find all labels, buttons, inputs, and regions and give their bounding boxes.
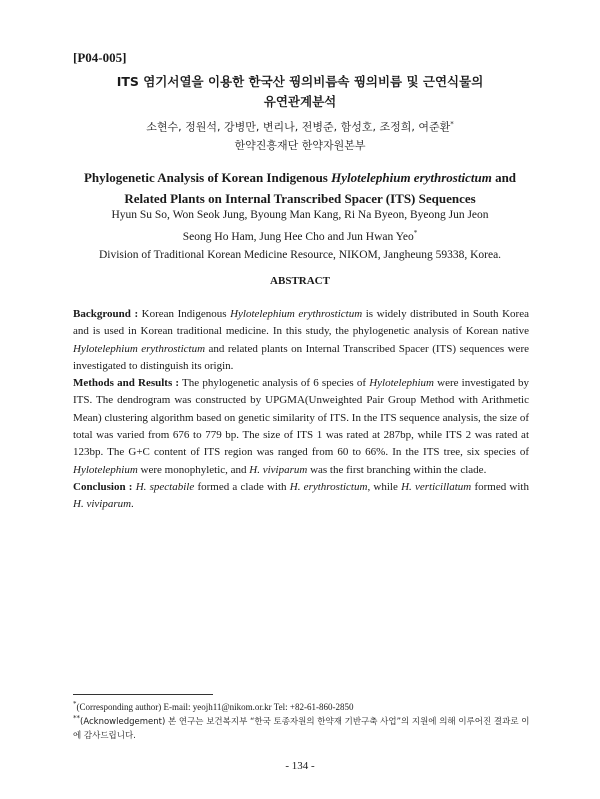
species-name: Hylotelephium erythrostictum (73, 342, 206, 355)
korean-title (60, 72, 540, 112)
methods-text: The phylogenetic analysis of 6 species of (179, 377, 370, 390)
korean-title-line2: 유연관계분석 (263, 94, 337, 109)
english-title-line2: Related Plants on Internal Transcribed Spacer (ITS) Sequences (124, 191, 476, 206)
species-name: H. spectabile (135, 480, 195, 493)
methods-label: Methods and Results : (73, 377, 180, 390)
english-title-and: and (491, 170, 517, 185)
conclusion-label: Conclusion : (73, 480, 133, 493)
footnote-mark: ** (73, 714, 80, 722)
methods-text: were monophyletic, and (137, 463, 250, 476)
abstract-conclusion (73, 479, 529, 514)
english-affiliation: Division of Traditional Korean Medicine Resource, NIKOM, Jangheung 59338, Korea. (98, 248, 502, 261)
korean-authors-mark: * (450, 120, 454, 128)
english-authors-block (60, 206, 540, 264)
footnote-text: (Corresponding author) E-mail: yeojh11@nikom.or.kr Tel: +82-61-860-2850 (76, 702, 354, 712)
footnote-text: (Acknowledgement) 본 연구는 보건복지부 “한국 토종자원의 한약재 기반구축 사업”의 지원에 의해 이루어진 결과로 이에 감사드립니다. (73, 716, 530, 741)
english-authors-mark: * (413, 229, 418, 237)
korean-authors (60, 115, 540, 137)
english-title-line1 (60, 167, 540, 188)
abstract-background (73, 306, 529, 375)
english-title-species: Hylotelephium erythrostictum (331, 170, 492, 185)
english-authors-text: Seong Ho Ham, Jung Hee Cho and Jun Hwan Yeo (182, 230, 414, 243)
conclusion-text: . (131, 498, 134, 511)
species-name: H. verticillatum (401, 480, 472, 493)
methods-text: were investigated by ITS. The dendrogram was constructed by UPGMA(Unweighted Pair Group Method with Arithmetic Mean) clustering algorithm based on genetic similarity of ITS. In the ITS sequence analysis, the size of total was varied from 676 to 779 bp. The size of ITS 1 was rated at 287bp, while ITS 2 was rated at 123bp. The G+C content of ITS region was ranged from 60 to 66%. In the ITS tree, six species of (73, 377, 529, 459)
background-label: Background : (73, 308, 139, 320)
abstract-methods (73, 375, 529, 479)
korean-affiliation: 한약진흥재단 한약자원본부 (234, 138, 366, 152)
methods-text: was the first branching within the clade. (307, 463, 487, 476)
english-authors-line1: Hyun Su So, Won Seok Jung, Byoung Man Kang, Ri Na Byeon, Byeong Jun Jeon (111, 209, 489, 221)
korean-authors-block (60, 115, 540, 155)
poster-code: [P04-005] (73, 50, 127, 65)
page-number: - 134 - (285, 760, 315, 772)
species-name: Hylotelephium (369, 377, 434, 390)
korean-title-line1: ITS 염기서열을 이용한 한국산 꿩의비름속 꿩의비름 및 근연식물의 (116, 74, 484, 89)
english-title-text: Phylogenetic Analysis of Korean Indigenous (83, 170, 332, 185)
species-name: H. viviparum (73, 498, 132, 511)
footnote-divider (73, 694, 213, 695)
conclusion-text: formed with (471, 480, 529, 493)
species-name: H. erythrostictum (289, 480, 368, 493)
species-name: H. viviparum (249, 463, 308, 476)
background-text: and related plants on Internal Transcribed Spacer (ITS) sequences were investigated to distinguish its origin. (73, 342, 529, 372)
english-title (60, 167, 540, 209)
footnote-acknowledgement (73, 711, 533, 743)
background-text: is widely distributed in South Korea and is used in Korean traditional medicine. In this study, the phylogenetic analysis of Korean native (73, 308, 529, 338)
footnote-mark: * (73, 700, 77, 708)
species-name: Hylotelephium erythrostictum (230, 308, 363, 320)
english-authors-line2 (60, 224, 540, 246)
abstract-body (73, 306, 529, 514)
conclusion-text: formed a clade with (194, 480, 290, 493)
korean-authors-text: 소현수, 정원석, 강병만, 변리나, 전병준, 함성호, 조정희, 여준환 (146, 120, 451, 134)
conclusion-text: , while (367, 480, 402, 493)
abstract-heading: ABSTRACT (270, 275, 330, 287)
species-name: Hylotelephium (73, 463, 138, 476)
background-text: Korean Indigenous (138, 308, 231, 320)
